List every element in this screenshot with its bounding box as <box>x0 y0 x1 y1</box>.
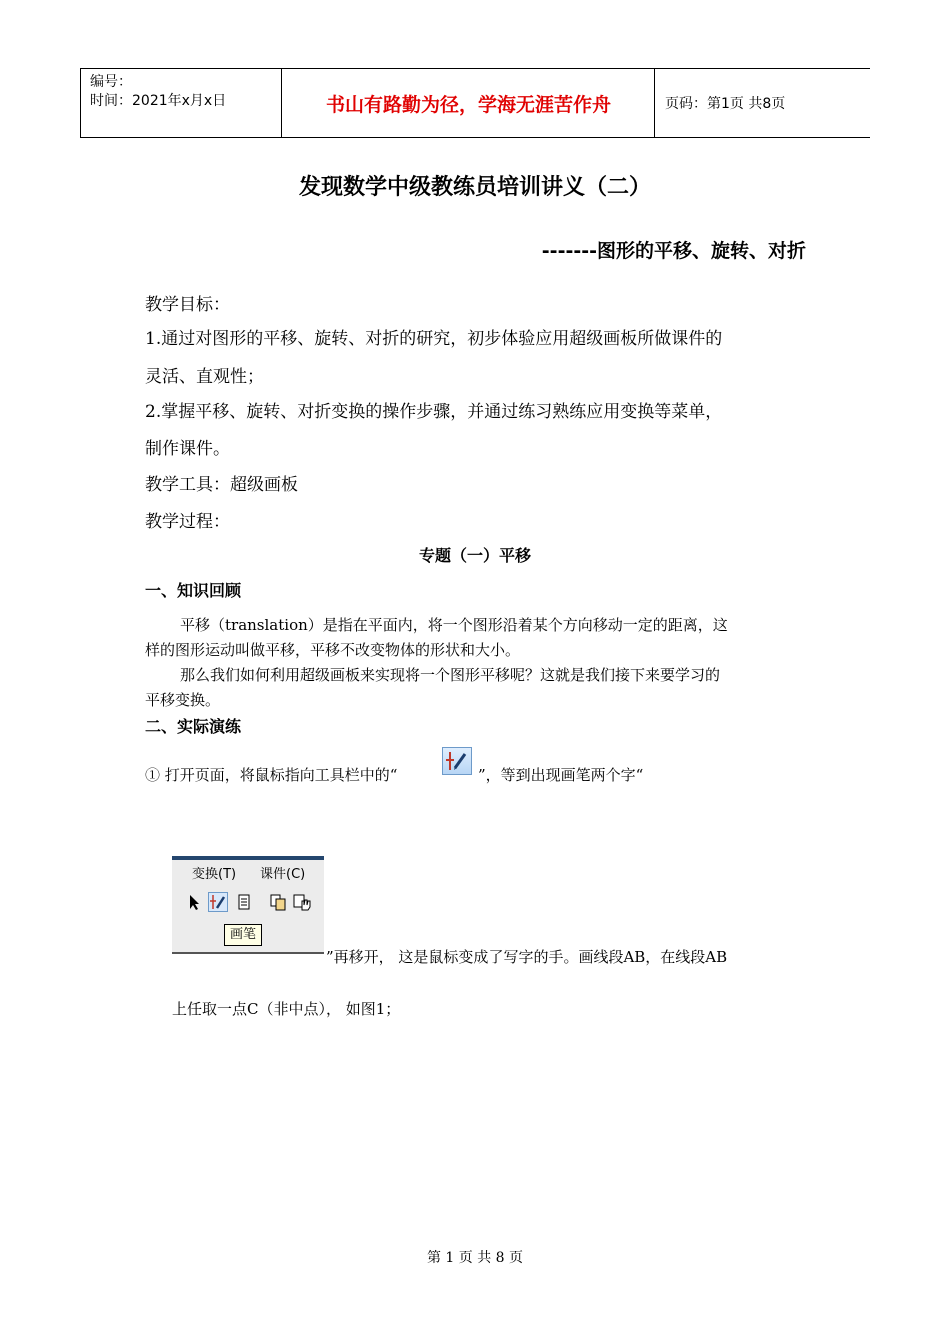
pen-tool-icon <box>442 747 472 775</box>
step-1-continuation: ”再移开， 这是鼠标变成了写字的手。画线段AB，在线段AB <box>326 948 728 966</box>
header-divider <box>80 69 81 137</box>
objective-2-line-2: 制作课件。 <box>145 439 230 459</box>
pen-icon <box>208 892 228 912</box>
time-label: 时间：2021年x月x日 <box>90 93 227 109</box>
section-2-heading: 二、实际演练 <box>145 717 242 736</box>
section-1-para-1-line-1: 平移（translation）是指在平面内，将一个图形沿着某个方向移动一定的距离，这 <box>180 616 728 634</box>
page-info: 页码：第1页 共8页 <box>665 96 786 112</box>
number-label: 编号： <box>90 74 132 90</box>
header-divider <box>654 69 655 137</box>
toolbar <box>176 890 322 914</box>
document-subtitle: -------图形的平移、旋转、对折 <box>541 240 806 262</box>
step-1-line-2: 上任取一点C（非中点）， 如图1； <box>172 1000 401 1018</box>
hand-icon <box>292 892 312 912</box>
header-divider <box>281 69 282 137</box>
pen-tooltip: 画笔 <box>224 924 262 946</box>
pointer-icon <box>184 892 204 912</box>
window-title-bar <box>172 856 324 860</box>
objective-1-line-2: 灵活、直观性； <box>145 367 264 387</box>
objectives-heading: 教学目标： <box>145 295 230 315</box>
objective-2-line-1: 2.掌握平移、旋转、对折变换的操作步骤，并通过练习熟练应用变换等菜单， <box>145 402 723 422</box>
step-1-suffix: ”，等到出现画笔两个字“ <box>478 766 644 784</box>
toolbar-screenshot <box>172 856 324 954</box>
section-1-para-1-line-2: 样的图形运动叫做平移，平移不改变物体的形状和大小。 <box>145 641 521 659</box>
section-1-para-2-line-1: 那么我们如何利用超级画板来实现将一个图形平移呢？这就是我们接下来要学习的 <box>180 666 721 684</box>
teaching-process: 教学过程： <box>145 512 230 532</box>
motto: 书山有路勤为径，学海无涯苦作舟 <box>325 93 611 116</box>
screenshot-border <box>172 952 324 954</box>
step-1-prefix: ① 打开页面，将鼠标指向工具栏中的“ <box>145 766 398 784</box>
page-footer: 第 1 页 共 8 页 <box>426 1250 524 1266</box>
menu-transform: 变换(T) <box>192 867 237 882</box>
document-title: 发现数学中级教练员培训讲义（二） <box>298 175 651 200</box>
copy-icon <box>268 892 288 912</box>
section-1-heading: 一、知识回顾 <box>145 581 242 600</box>
menu-courseware: 课件(C) <box>260 867 306 882</box>
section-1-para-2-line-2: 平移变换。 <box>145 691 221 709</box>
objective-1-line-1: 1.通过对图形的平移、旋转、对折的研究，初步体验应用超级画板所做课件的 <box>145 329 723 349</box>
teaching-tools: 教学工具：超级画板 <box>145 475 298 495</box>
topic-heading: 专题（一）平移 <box>418 546 531 565</box>
page-header <box>80 68 870 138</box>
pen-icon <box>443 748 471 774</box>
document-icon <box>234 892 254 912</box>
